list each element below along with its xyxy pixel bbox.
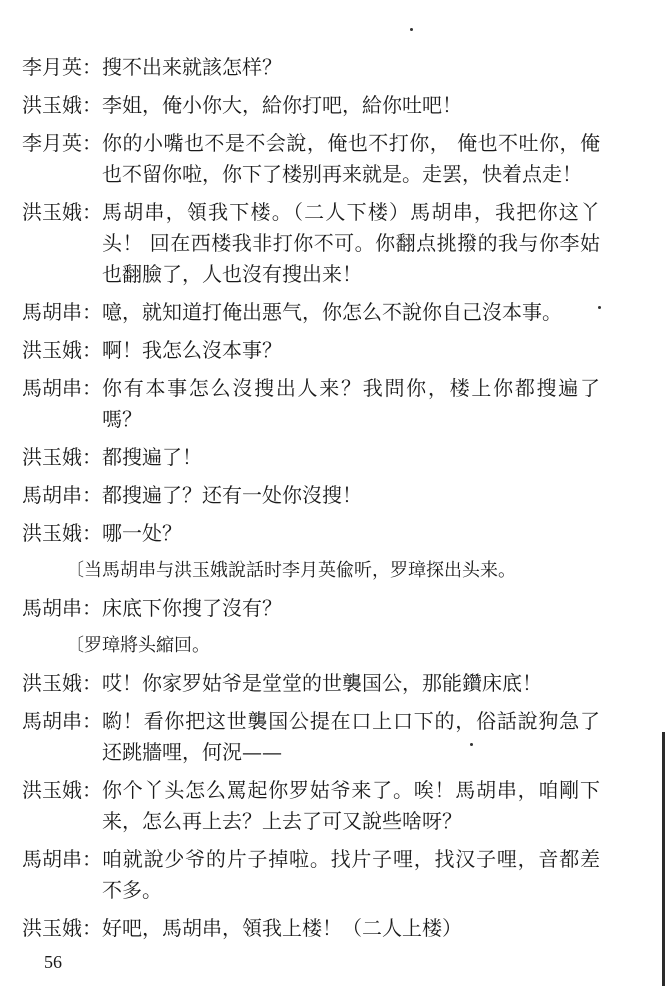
dialogue-text: 噫，就知道打俺出悪气，你怎么不說你自己沒本事。	[102, 300, 562, 324]
speaker-name: 馬胡串	[22, 709, 82, 733]
dialogue-line	[22, 913, 600, 944]
speaker-colon: ：	[82, 445, 102, 469]
speaker-colon: ：	[82, 300, 102, 324]
dialogue-text: 你有本事怎么沒搜出人来？我問你，楼上你都搜遍了嗎？	[102, 376, 600, 431]
dialogue-line	[22, 297, 600, 328]
dialogue-line	[22, 593, 600, 624]
stage-direction: 〔当馬胡串与洪玉娥說話时李月英偸听，罗璋探出头来。	[66, 560, 516, 581]
speaker-name: 李月英	[22, 131, 82, 155]
dialogue-line	[22, 442, 600, 473]
dialogue-text: 搜不出来就該怎样？	[102, 55, 282, 79]
speaker-name: 馬胡串	[22, 376, 82, 400]
dialogue-text: 李姐，俺小你大，給你打吧，給你吐吧！	[102, 93, 462, 117]
speaker-name: 洪玉娥	[22, 916, 82, 940]
speaker-name: 洪玉娥	[22, 445, 82, 469]
speaker-colon: ：	[82, 778, 102, 802]
dialogue-line	[22, 518, 600, 549]
speaker-colon: ：	[82, 483, 102, 507]
speaker-colon: ：	[82, 200, 102, 224]
script-page	[22, 52, 600, 951]
speaker-colon: ：	[82, 709, 102, 733]
speaker-colon: ：	[82, 847, 102, 871]
speaker-name: 馬胡串	[22, 300, 82, 324]
scan-speck	[410, 28, 413, 31]
dialogue-text: 都搜遍了！	[102, 445, 202, 469]
speaker-colon: ：	[82, 521, 102, 545]
dialogue-text: 咱就說少爷的片子掉啦。找片子哩，找汉子哩，音都差不多。	[102, 847, 600, 902]
stage-direction: 〔罗璋將头縮回。	[66, 635, 210, 656]
speaker-colon: ：	[82, 916, 102, 940]
speaker-name: 馬胡串	[22, 596, 82, 620]
scan-speck	[470, 743, 473, 746]
speaker-colon: ：	[82, 93, 102, 117]
dialogue-line	[22, 197, 600, 290]
speaker-name: 洪玉娥	[22, 521, 82, 545]
speaker-colon: ：	[82, 671, 102, 695]
dialogue-text: 喲！看你把这世襲国公提在口上口下的，俗話說狗急了还跳牆哩，何況——	[102, 709, 600, 764]
speaker-name: 馬胡串	[22, 483, 82, 507]
speaker-name: 洪玉娥	[22, 671, 82, 695]
speaker-name: 洪玉娥	[22, 338, 82, 362]
dialogue-line	[22, 844, 600, 906]
speaker-colon: ：	[82, 131, 102, 155]
scan-edge-mark	[662, 732, 665, 986]
dialogue-line	[22, 373, 600, 435]
dialogue-line	[22, 480, 600, 511]
speaker-colon: ：	[82, 596, 102, 620]
speaker-colon: ：	[82, 55, 102, 79]
dialogue-text: 你的小嘴也不是不会說，俺也不打你， 俺也不吐你，俺也不留你啦，你下了楼别再来就是。走罢，快着点走！	[102, 131, 600, 186]
dialogue-text: 啊！我怎么沒本事？	[102, 338, 282, 362]
dialogue-line	[22, 335, 600, 366]
dialogue-text: 哎！你家罗姑爷是堂堂的世襲国公，那能鑽床底！	[102, 671, 542, 695]
dialogue-line	[22, 668, 600, 699]
dialogue-line	[22, 90, 600, 121]
speaker-colon: ：	[82, 376, 102, 400]
dialogue-text: 哪一处？	[102, 521, 182, 545]
page-number: 56	[44, 952, 62, 972]
dialogue-text: 好吧，馬胡串，領我上楼！（二人上楼）	[102, 916, 462, 940]
dialogue-line	[22, 128, 600, 190]
dialogue-text: 都搜遍了？还有一处你沒搜！	[102, 483, 362, 507]
speaker-name: 馬胡串	[22, 847, 82, 871]
dialogue-line	[22, 706, 600, 768]
speaker-name: 李月英	[22, 55, 82, 79]
dialogue-line	[22, 52, 600, 83]
speaker-name: 洪玉娥	[22, 778, 82, 802]
speaker-colon: ：	[82, 338, 102, 362]
speaker-name: 洪玉娥	[22, 200, 82, 224]
dialogue-text: 床底下你搜了沒有？	[102, 596, 282, 620]
dialogue-text: 你个丫头怎么罵起你罗姑爷来了。唉！馬胡串，咱剛下来，怎么再上去？上去了可又說些啥呀？	[102, 778, 600, 833]
speaker-name: 洪玉娥	[22, 93, 82, 117]
dialogue-text: 馬胡串，領我下楼。（二人下楼）馬胡串，我把你这丫头！ 回在西楼我非打你不可。你翻点挑撥的我与你李姑也翻臉了，人也沒有搜出来！	[102, 200, 600, 286]
dialogue-line	[22, 775, 600, 837]
scan-speck	[598, 306, 601, 309]
